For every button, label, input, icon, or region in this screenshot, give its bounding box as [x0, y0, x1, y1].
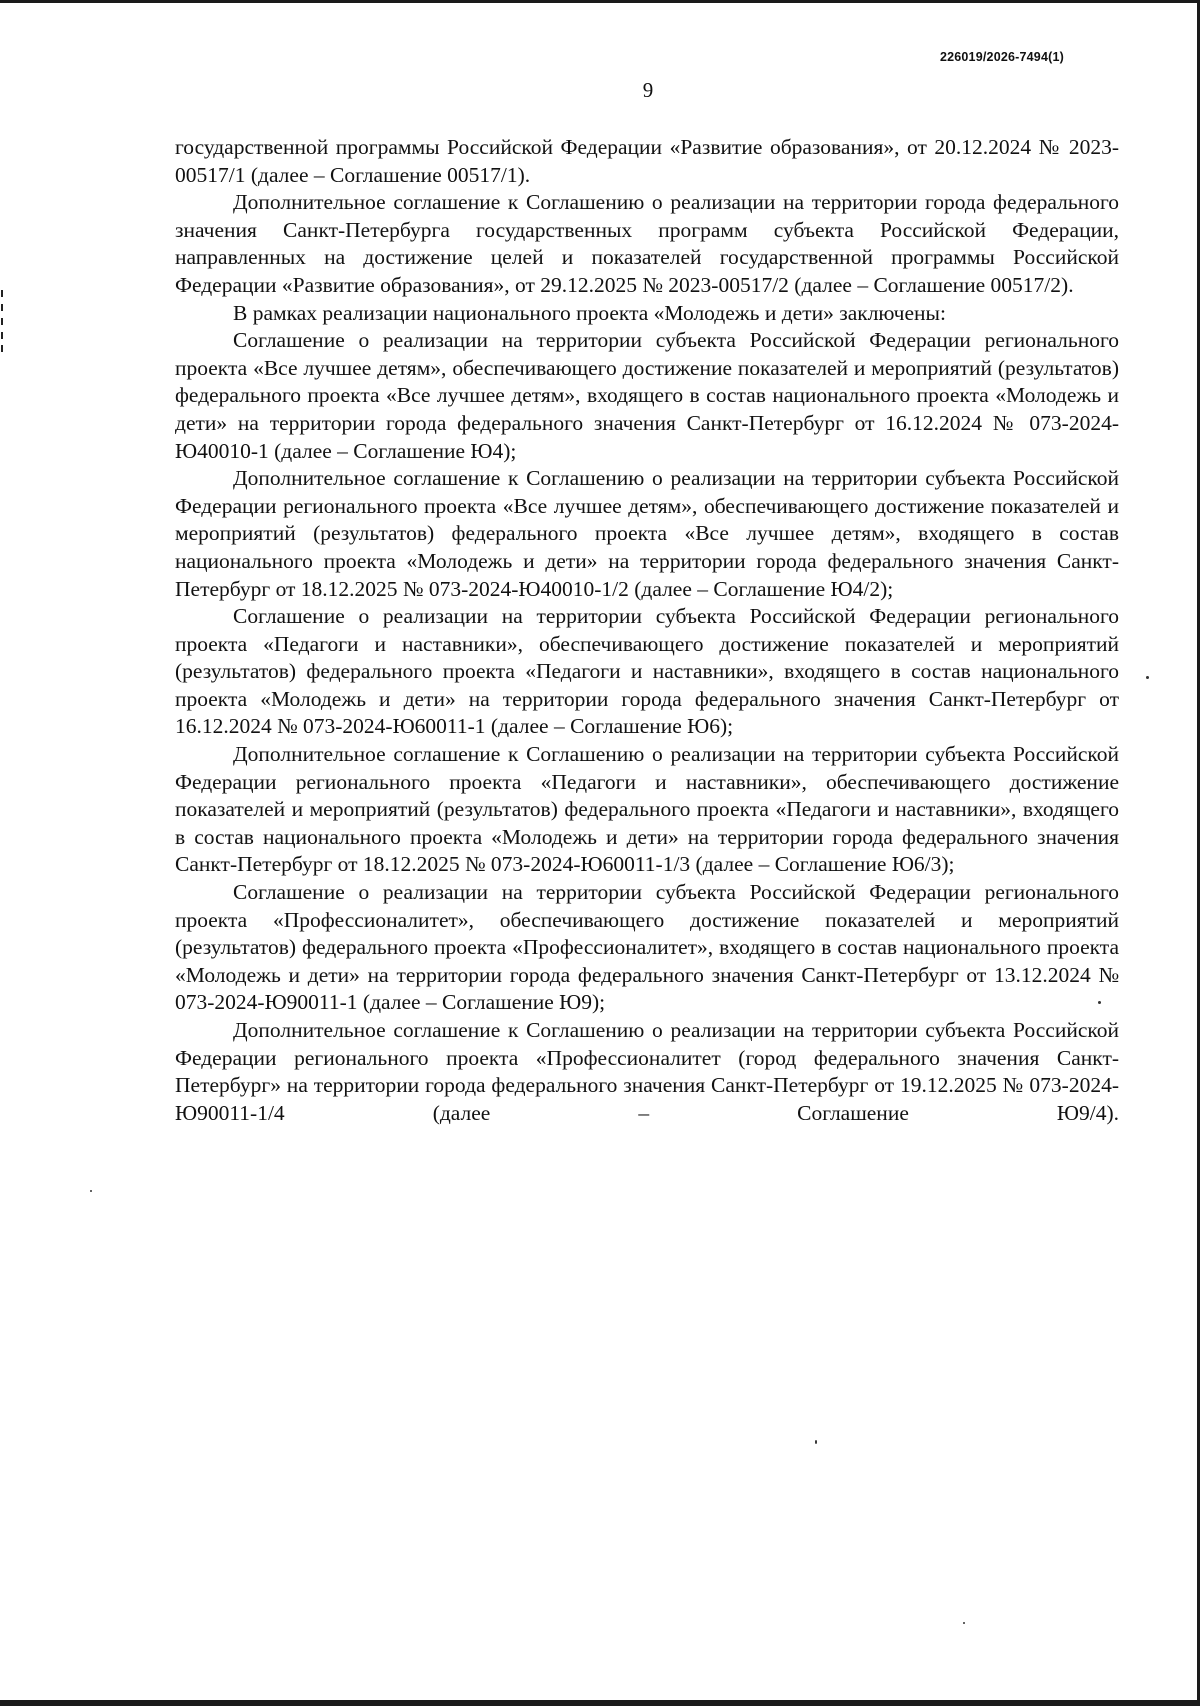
scan-speck [1146, 676, 1149, 679]
page-number: 9 [642, 78, 654, 102]
paragraph: Соглашение о реализации на территории субъекта Российской Федерации регионального проекта «Педагоги и наставники», обеспечивающего достижение показателей и мероприятий (результатов) федерального проекта «Педагоги и наставники», входящего в состав национального проекта «Молодежь и дети» на территории города федерального значения Санкт-Петербург от 16.12.2024 № 073-2024-Ю60011-1 (далее – Соглашение Ю6); [175, 604, 1119, 739]
document-registration-number: 226019/2026-7494(1) [939, 50, 1064, 64]
paragraph: В рамках реализации национального проекта «Молодежь и дети» заключены: [233, 300, 946, 325]
paragraph: Соглашение о реализации на территории субъекта Российской Федерации регионального проекта «Профессионалитет», обеспечивающего достижение показателей и мероприятий (результатов) федерального проекта «Профессионалитет», входящего в состав национального проекта «Молодежь и дети» на территории города федерального значения Санкт-Петербург от 13.12.2024 № 073-2024-Ю90011-1 (далее – Соглашение Ю9); [175, 880, 1119, 1015]
paragraph: Дополнительное соглашение к Соглашению о реализации на территории субъекта Российской Федерации регионального проекта «Педагоги и наставники», обеспечивающего достижение показателей и мероприятий (результатов) федерального проекта «Педагоги и наставники», входящего в состав национального проекта «Молодежь и дети» на территории города федерального значения Санкт-Петербург от 18.12.2025 № 073-2024-Ю60011-1/3 (далее – Соглашение Ю6/3); [175, 742, 1119, 877]
scan-border-bottom [0, 1700, 1200, 1706]
scan-speck [963, 1622, 965, 1624]
scan-speck [815, 1440, 817, 1444]
scan-border-top [0, 0, 1200, 3]
binding-mark [1, 345, 3, 352]
paragraph: Дополнительное соглашение к Соглашению о реализации на территории субъекта Российской Федерации регионального проекта «Все лучшее детям», обеспечивающего достижение показателей и мероприятий (результатов) федерального проекта «Все лучшее детям», входящего в состав национального проекта «Молодежь и дети» на территории города федерального значения Санкт-Петербург от 18.12.2025 № 073-2024-Ю40010-1/2 (далее – Соглашение Ю4/2); [175, 466, 1119, 601]
paragraph: государственной программы Российской Федерации «Развитие образования», от 20.12.2024 № 2023-00517/1 (далее – Соглашение 00517/1). [175, 135, 1119, 187]
binding-mark [1, 332, 3, 339]
document-body [175, 134, 1119, 1127]
binding-mark [1, 304, 3, 311]
binding-mark [1, 290, 3, 297]
paragraph: Дополнительное соглашение к Соглашению о реализации на территории субъекта Российской Федерации регионального проекта «Профессионалитет (город федерального значения Санкт-Петербург» на территории города федерального значения Санкт-Петербург от 19.12.2025 № 073-2024-Ю90011-1/4 (далее – Соглашение Ю9/4). [175, 1018, 1119, 1125]
paragraph: Дополнительное соглашение к Соглашению о реализации на территории города федерального значения Санкт-Петербурга государственных программ субъекта Российской Федерации, направленных на достижение целей и показателей государственной программы Российской Федерации «Развитие образования», от 29.12.2025 № 2023-00517/2 (далее – Соглашение 00517/2). [175, 190, 1119, 297]
paragraph: Соглашение о реализации на территории субъекта Российской Федерации регионального проекта «Все лучшее детям», обеспечивающего достижение показателей и мероприятий (результатов) федерального проекта «Все лучшее детям», входящего в состав национального проекта «Молодежь и дети» на территории города федерального значения Санкт-Петербург от 16.12.2024 № 073-2024-Ю40010-1 (далее – Соглашение Ю4); [175, 328, 1119, 463]
binding-mark [1, 318, 3, 325]
scan-speck [90, 1190, 92, 1192]
